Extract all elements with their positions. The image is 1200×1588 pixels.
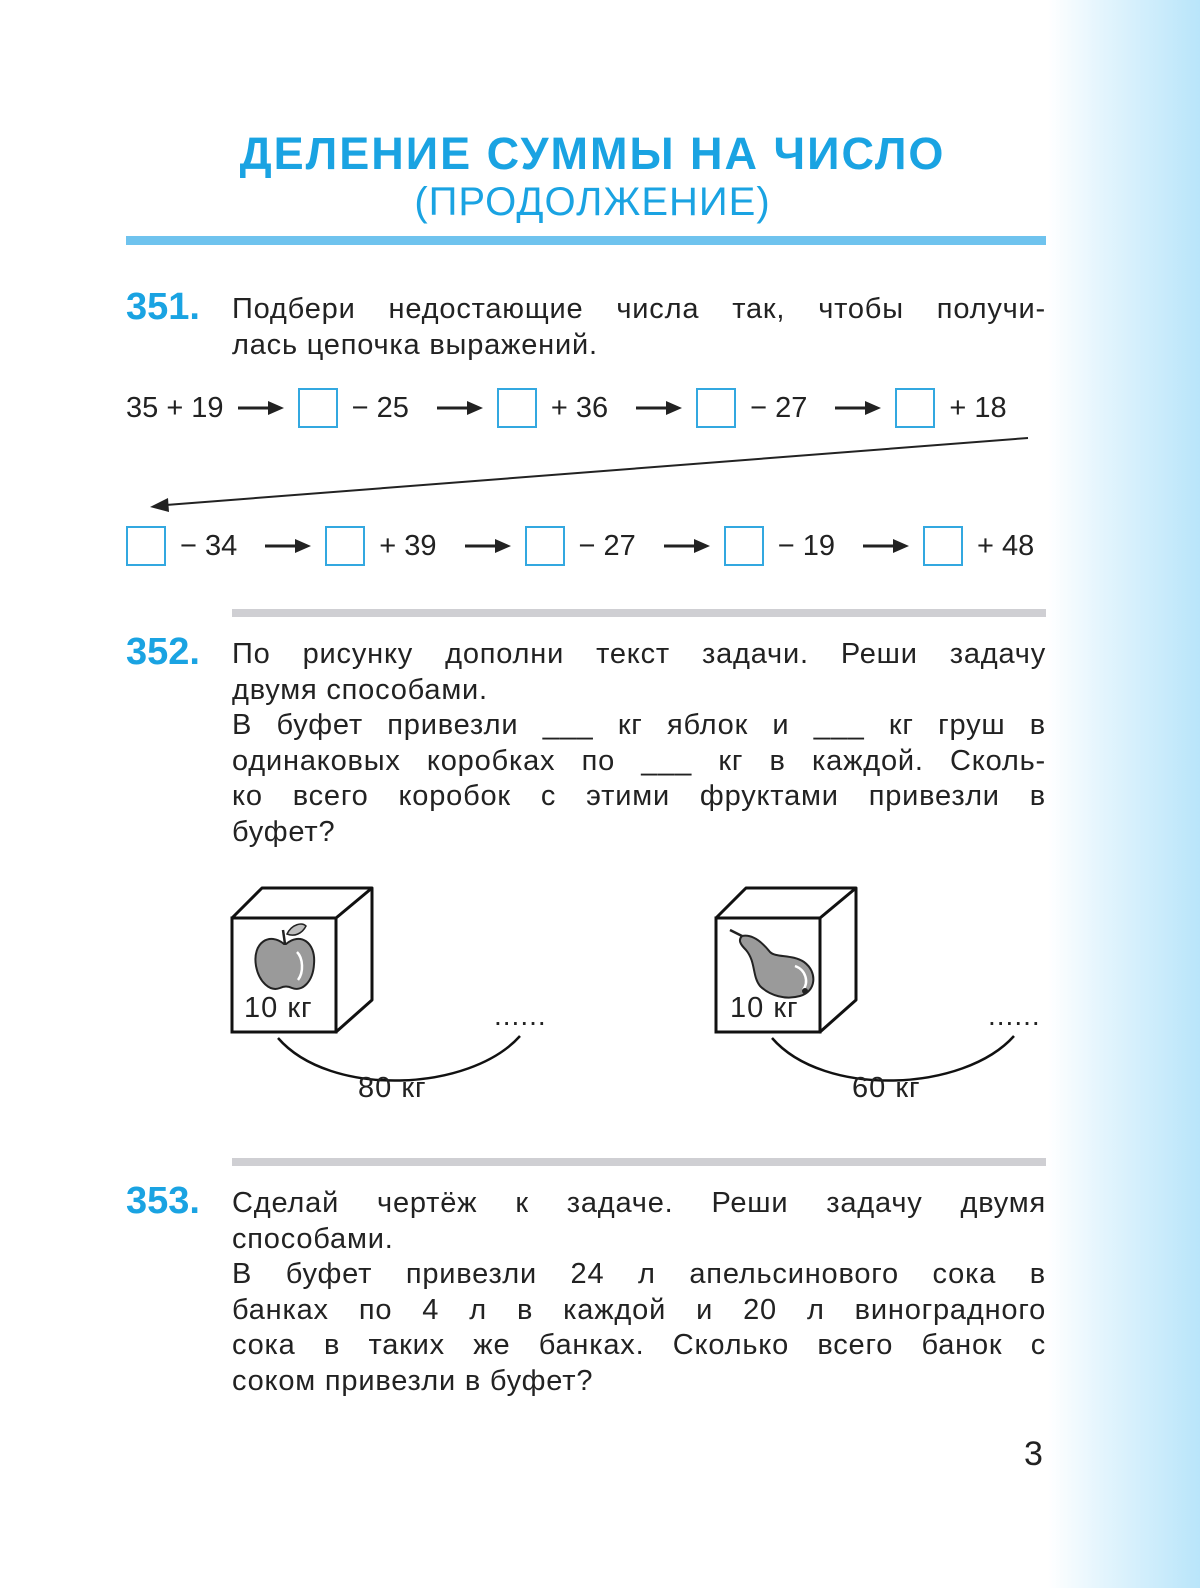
task-number-353: 353.: [126, 1180, 200, 1222]
apple-total-weight: 80 кг: [358, 1072, 427, 1104]
pear-total-weight: 60 кг: [852, 1072, 921, 1104]
apple-box-weight: 10 кг: [244, 992, 313, 1024]
chain-operation: − 19: [777, 529, 835, 562]
pear-box-dots: ......: [988, 1000, 1041, 1031]
page-title: ДЕЛЕНИЕ СУММЫ НА ЧИСЛО: [239, 128, 946, 179]
task-352-line: По рисунку дополни текст задачи. Реши задачу: [232, 638, 1046, 670]
apple-box: [232, 888, 520, 1081]
task-351-line: лась цепочка выражений.: [232, 328, 598, 361]
page-number: 3: [1024, 1435, 1043, 1473]
task-number-352: 352.: [126, 631, 200, 673]
task-352-line: буфет?: [232, 815, 336, 848]
chain-operation: + 36: [550, 391, 609, 424]
task-352-line: одинаковых коробках по ___ кг в каждой. Сколь-: [232, 744, 1046, 777]
chain-operation: − 34: [180, 529, 238, 562]
task-number-351: 351.: [126, 286, 200, 328]
task-353-line: способами.: [232, 1222, 394, 1255]
task-353-text: [232, 1186, 1046, 1399]
chain-operation: + 18: [949, 391, 1007, 424]
task-351-line: Подбери недостающие числа так, чтобы получи-: [232, 293, 1046, 325]
task-352-line: двумя способами.: [232, 673, 488, 706]
page-subtitle: (ПРОДОЛЖЕНИЕ): [414, 180, 771, 224]
section-divider: [232, 1158, 1046, 1166]
task-353-line: банках по 4 л в каждой и 20 л виноградного: [232, 1293, 1046, 1326]
task-353-line: сока в таких же банках. Сколько всего банок с: [232, 1329, 1046, 1361]
task-353-line: Сделай чертёж к задаче. Реши задачу двумя: [232, 1187, 1046, 1219]
pear-box-weight: 10 кг: [730, 992, 799, 1024]
pear-box: [716, 888, 1014, 1081]
chain-operation: + 39: [379, 529, 437, 562]
apple-box-dots: ......: [494, 1000, 547, 1031]
chain-operation: − 27: [578, 529, 636, 562]
chain-operation: + 48: [977, 529, 1035, 562]
chain-operation: − 25: [351, 391, 409, 424]
task-353-line: соком привезли в буфет?: [232, 1364, 594, 1397]
task-352-line: ко всего коробок с этими фруктами привезли в: [232, 780, 1046, 812]
chain-start-expression: 35 + 19: [126, 391, 224, 424]
chain-operation: − 27: [750, 391, 808, 424]
task-353-line: В буфет привезли 24 л апельсинового сока в: [232, 1258, 1046, 1290]
task-352-line: В буфет привезли ___ кг яблок и ___ кг груш в: [232, 709, 1046, 741]
